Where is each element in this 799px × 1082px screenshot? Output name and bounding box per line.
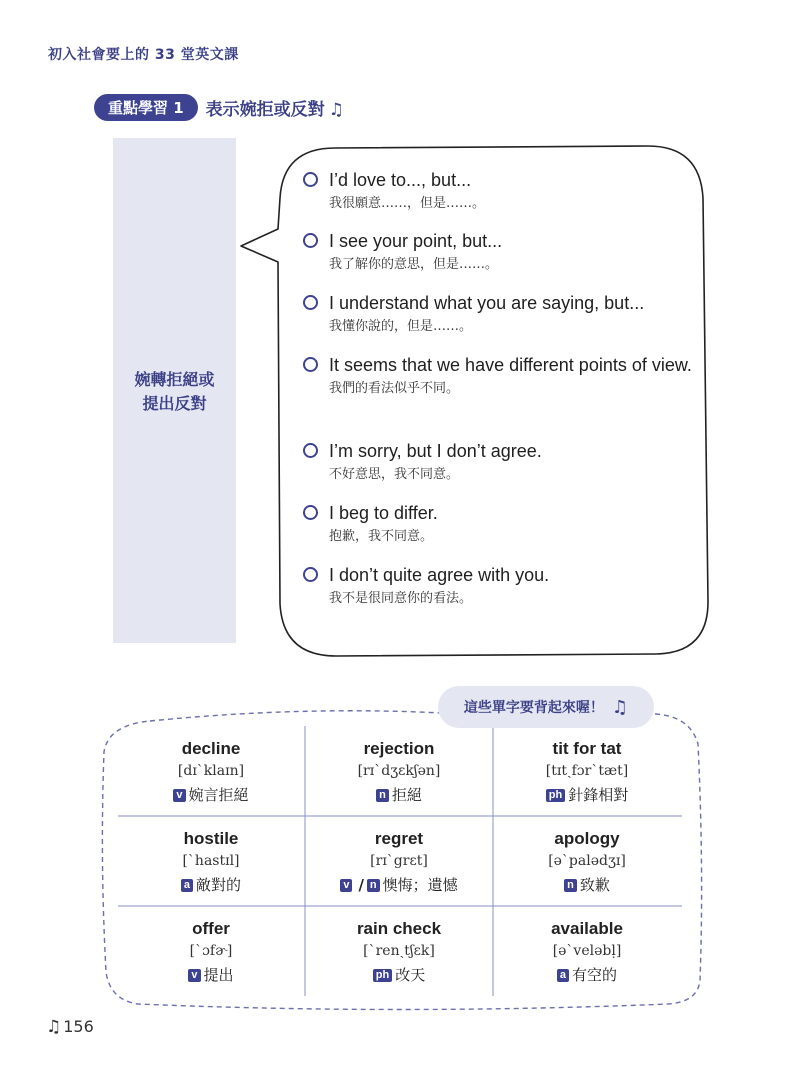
vocab-meaning: 懊悔；遺憾 — [382, 876, 458, 894]
pos-badge: ph — [373, 969, 392, 982]
circle-bullet-icon — [303, 357, 318, 372]
vocab-ipa: [rɪˋgrɛt] — [370, 853, 428, 869]
vocab-meaning-row — [117, 873, 305, 897]
vocab-word: hostile — [183, 829, 239, 848]
vocab-meaning: 敵對的 — [196, 876, 242, 894]
music-note-icon: ♫ — [611, 696, 629, 718]
vocab-meaning-row — [493, 783, 681, 807]
phrase-item — [303, 501, 703, 563]
vocab-meaning-row — [305, 873, 493, 897]
vocab-meaning-row — [493, 873, 681, 897]
pos-badge: n — [564, 879, 577, 892]
vocab-cell — [493, 828, 681, 897]
vocab-word: available — [551, 919, 623, 938]
vocab-word: apology — [554, 829, 620, 848]
pos-badge: a — [557, 969, 569, 982]
vocab-callout-text: 這些單字要背起來喔！ — [463, 700, 604, 716]
vocab-ipa: [əˋpalədʒɪ] — [548, 853, 626, 869]
phrase-english: I see your point, but... — [329, 231, 503, 251]
circle-bullet-icon — [303, 172, 318, 187]
vocab-cell — [305, 828, 493, 897]
side-label-line1: 婉轉拒絕或 — [134, 370, 215, 389]
vocab-meaning-row — [305, 963, 493, 987]
phrase-english: I beg to differ. — [329, 503, 438, 523]
phrase-chinese: 我很願意……，但是……。 — [329, 196, 486, 211]
vocab-cell — [117, 828, 305, 897]
phrase-item — [303, 168, 703, 229]
pos-badge: n — [367, 879, 380, 892]
pos-badge: v — [188, 969, 200, 982]
vocab-cell — [493, 738, 681, 807]
circle-bullet-icon — [303, 567, 318, 582]
vocab-ipa: [ˋrenˏtʃɛk] — [363, 943, 435, 959]
vocab-cell — [117, 738, 305, 807]
vocab-ipa: [rɪˋdʒɛkʃən] — [357, 763, 441, 779]
vocab-meaning: 拒絕 — [391, 786, 422, 804]
phrase-chinese: 我不是很同意你的看法。 — [329, 591, 473, 606]
phrase-chinese: 我了解你的意思，但是……。 — [329, 257, 499, 272]
circle-bullet-icon — [303, 443, 318, 458]
vocab-meaning: 提出 — [203, 966, 234, 984]
side-label-line2: 提出反對 — [142, 394, 207, 413]
vocab-meaning-row — [117, 783, 305, 807]
vocab-cell — [305, 738, 493, 807]
pos-badge: n — [376, 789, 389, 802]
phrase-chinese: 我們的看法似乎不同。 — [329, 381, 460, 396]
circle-bullet-icon — [303, 295, 318, 310]
phrase-chinese: 我懂你說的，但是……。 — [329, 319, 473, 334]
book-title: 初入社會要上的 33 堂英文課 — [48, 47, 239, 63]
pos-badge: ph — [546, 789, 565, 802]
vocab-word: offer — [192, 919, 230, 938]
music-note-icon: ♫ — [328, 100, 344, 120]
phrase-chinese: 不好意思，我不同意。 — [329, 467, 460, 482]
phrase-item — [303, 439, 703, 501]
vocab-meaning: 針鋒相對 — [568, 786, 629, 804]
vocab-meaning: 改天 — [395, 966, 426, 984]
phrase-english: It seems that we have different points of view. — [329, 355, 692, 375]
vocab-word: tit for tat — [552, 739, 622, 758]
vocab-callout — [438, 686, 654, 728]
phrase-english: I’m sorry, but I don’t agree. — [329, 441, 542, 461]
vocab-ipa: [dɪˋklaɪn] — [177, 763, 245, 779]
vocab-meaning-row — [493, 963, 681, 987]
phrase-item — [303, 563, 703, 625]
phrase-item — [303, 291, 703, 353]
vocab-ipa: [əˋveləbḷ] — [552, 943, 622, 959]
vocab-cell — [117, 918, 305, 987]
section-title-text: 表示婉拒或反對 — [205, 100, 325, 120]
phrase-chinese: 抱歉，我不同意。 — [329, 529, 434, 544]
pos-badge: a — [181, 879, 193, 892]
vocab-word: rejection — [363, 739, 435, 758]
vocab-meaning: 婉言拒絕 — [188, 786, 249, 804]
vocab-meaning-row — [305, 783, 493, 807]
vocab-word: decline — [181, 739, 241, 758]
vocab-ipa: [tɪtˏfɔrˋtæt] — [545, 763, 629, 779]
phrase-item — [303, 353, 703, 439]
circle-bullet-icon — [303, 233, 318, 248]
vocab-meaning: 致歉 — [579, 876, 610, 894]
vocab-ipa: [ˋhastɪl] — [182, 853, 240, 869]
music-note-icon: ♫ — [46, 1017, 62, 1037]
phrase-english: I understand what you are saying, but... — [329, 293, 645, 313]
phrase-english: I don’t quite agree with you. — [329, 565, 550, 585]
vocab-ipa: [ˋɔfɚ] — [189, 943, 233, 959]
vocab-word: rain check — [356, 919, 442, 938]
page-number — [46, 1017, 94, 1037]
pos-badge: v — [173, 789, 185, 802]
pos-separator: / — [358, 876, 364, 894]
vocab-meaning-row — [117, 963, 305, 987]
section-badge: 重點學習 1 — [94, 94, 198, 121]
vocab-meaning: 有空的 — [572, 966, 618, 984]
phrase-list — [303, 168, 703, 625]
circle-bullet-icon — [303, 505, 318, 520]
phrase-item — [303, 229, 703, 291]
pos-badge: v — [340, 879, 352, 892]
page-number-text: 156 — [63, 1017, 94, 1036]
vocab-cell — [493, 918, 681, 987]
phrase-english: I’d love to..., but... — [329, 170, 472, 190]
vocab-word: regret — [374, 829, 424, 848]
vocab-cell — [305, 918, 493, 987]
